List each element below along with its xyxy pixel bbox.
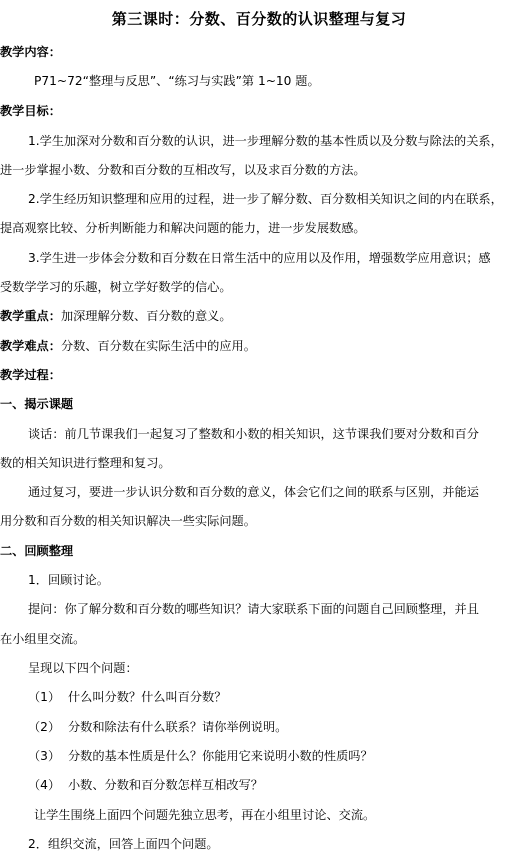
content-row [0, 44, 518, 60]
goal-3-line-2: 受数学学习的乐趣，树立学好数学的信心。 [0, 280, 232, 294]
key-point-label: 教学重点： [0, 309, 61, 323]
question-item [28, 719, 518, 735]
section-2-ask-line-1: 提问：你了解分数和百分数的哪些知识？请大家联系下面的问题自己回顾整理，并且 [28, 602, 479, 616]
section-1-para-1-line-1: 谈话：前几节课我们一起复习了整数和小数的相关知识，这节课我们要对分数和百分 [28, 427, 479, 441]
question-text: 小数、分数和百分数怎样互相改写？ [68, 778, 263, 792]
section-2-present: 呈现以下四个问题： [28, 661, 138, 675]
difficulty-label: 教学难点： [0, 339, 61, 353]
section-1-para-2-line-1: 通过复习，要进一步认识分数和百分数的意义，体会它们之间的联系与区别，并能运 [28, 485, 479, 499]
question-text: 分数的基本性质是什么？你能用它来说明小数的性质吗？ [68, 749, 373, 763]
question-number: （4） [28, 778, 61, 792]
goals-label: 教学目标： [0, 104, 61, 118]
content-label: 教学内容： [0, 45, 61, 59]
question-text: 什么叫分数？什么叫百分数？ [68, 690, 227, 704]
question-number: （2） [28, 720, 61, 734]
section-2-step-2: 2．组织交流，回答上面四个问题。 [28, 837, 219, 851]
section-2-ask-line-2: 在小组里交流。 [0, 632, 86, 646]
section-2-let-students: 让学生围绕上面四个问题先独立思考，再在小组里讨论、交流。 [34, 808, 376, 822]
section-2-step-1: 1．回顾讨论。 [28, 573, 109, 587]
difficulty-row [0, 338, 518, 354]
section-1-heading: 一、揭示课题 [0, 397, 74, 411]
content-text: P71~72“整理与反思”、“练习与实践”第 1~10 题。 [34, 74, 320, 88]
goal-2-line-1: 2.学生经历知识整理和应用的过程，进一步了解分数、百分数相关知识之间的内在联系， [28, 192, 503, 206]
section-1-para-2-line-2: 用分数和百分数的相关知识解决一些实际问题。 [0, 514, 256, 528]
section-1-para-1-line-2: 数的相关知识进行整理和复习。 [0, 456, 171, 470]
question-text: 分数和除法有什么联系？请你举例说明。 [68, 720, 288, 734]
question-number: （3） [28, 749, 61, 763]
goal-2-line-2: 提高观察比较、分析判断能力和解决问题的能力，进一步发展数感。 [0, 221, 366, 235]
page-title: 第三课时：分数、百分数的认识整理与复习 [111, 10, 407, 28]
goal-1-line-2: 进一步掌握小数、分数和百分数的互相改写，以及求百分数的方法。 [0, 163, 366, 177]
difficulty-text: 分数、百分数在实际生活中的应用。 [60, 339, 256, 353]
process-label: 教学过程： [0, 368, 61, 382]
key-point-text: 加深理解分数、百分数的意义。 [60, 309, 232, 323]
goals-row [0, 103, 518, 119]
question-number: （1） [28, 690, 61, 704]
section-2-heading: 二、回顾整理 [0, 544, 74, 558]
goal-1-line-1: 1.学生加深对分数和百分数的认识，进一步理解分数的基本性质以及分数与除法的关系， [28, 134, 503, 148]
question-item [28, 748, 518, 764]
question-item [28, 777, 518, 793]
goal-3-line-1: 3.学生进一步体会分数和百分数在日常生活中的应用以及作用，增强数学应用意识；感 [28, 251, 491, 265]
key-point-row [0, 308, 518, 324]
question-item [28, 689, 518, 705]
